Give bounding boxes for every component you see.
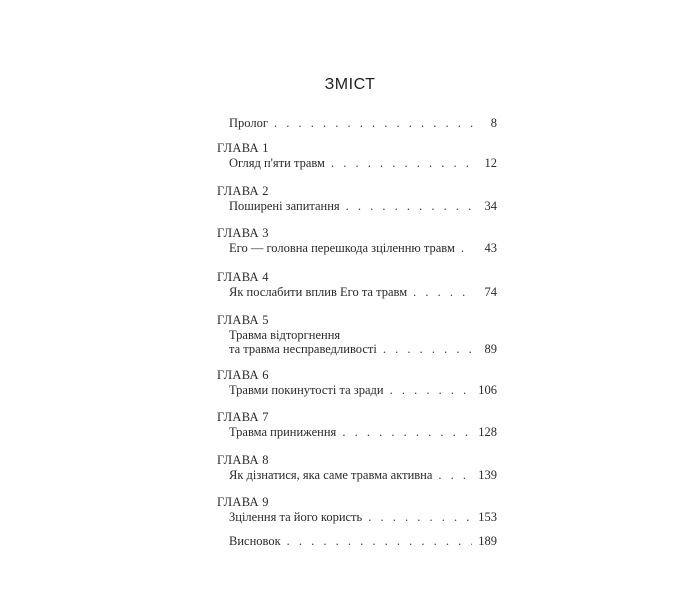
leader-dots [390, 383, 473, 398]
toc-entry-chapter-9 [229, 510, 497, 525]
leader-dots [287, 534, 473, 549]
leader-dots [413, 285, 473, 300]
entry-title: та травма несправедливості [229, 342, 377, 356]
entry-title: Як послабити вплив Его та травм [229, 285, 408, 299]
toc-entry-chapter-7 [229, 425, 497, 440]
toc-entry-prologue [229, 116, 497, 131]
chapter-label: ГЛАВА 2 [217, 184, 269, 198]
leader-dots [383, 342, 473, 357]
chapter-label: ГЛАВА 1 [217, 141, 269, 155]
leader-dots [368, 510, 472, 525]
entry-title: Зцілення та його користь [229, 510, 363, 524]
entry-page-number: 139 [478, 468, 497, 482]
toc-entry-chapter-6 [229, 383, 497, 398]
leader-dots [331, 156, 473, 171]
entry-page-number: 12 [484, 156, 497, 170]
page-title: ЗМІСТ [324, 76, 376, 93]
toc-entry-chapter-2 [229, 199, 497, 214]
entry-title: Як дізнатися, яка саме травма активна [229, 468, 433, 482]
entry-page-number: 128 [478, 425, 497, 439]
entry-title: Травми покинутості та зради [229, 383, 384, 397]
entry-page-number: 153 [478, 510, 497, 524]
entry-title: Травма приниження [229, 425, 337, 439]
chapter-label: ГЛАВА 9 [217, 495, 269, 509]
entry-page-number: 106 [478, 383, 497, 397]
leader-dots [438, 468, 472, 483]
entry-title: Огляд п'яти травм [229, 156, 325, 170]
entry-page-number: 89 [484, 342, 497, 356]
leader-dots [274, 116, 473, 131]
chapter-label: ГЛАВА 4 [217, 270, 269, 284]
chapter-label: ГЛАВА 8 [217, 453, 269, 467]
toc-entry-chapter-3 [229, 241, 497, 256]
entry-page-number: 43 [484, 241, 497, 255]
entry-title-line-1: Травма відторгнення [229, 328, 341, 342]
entry-page-number: 189 [478, 534, 497, 548]
entry-title: Его — головна перешкода зціленню травм [229, 241, 455, 255]
toc-entry-chapter-8 [229, 468, 497, 483]
entry-title: Висновок [229, 534, 281, 548]
leader-dots [342, 425, 472, 440]
leader-dots [461, 241, 473, 256]
entry-title: Поширені запитання [229, 199, 340, 213]
chapter-label: ГЛАВА 7 [217, 410, 269, 424]
toc-entry-chapter-1 [229, 156, 497, 171]
entry-page-number: 34 [484, 199, 497, 213]
entry-page-number: 74 [484, 285, 497, 299]
chapter-label: ГЛАВА 6 [217, 368, 269, 382]
chapter-label: ГЛАВА 5 [217, 313, 269, 327]
toc-entry-conclusion [229, 534, 497, 549]
entry-page-number: 8 [490, 116, 497, 130]
entry-title: Пролог [229, 116, 268, 130]
leader-dots [346, 199, 473, 214]
toc-entry-chapter-5 [229, 342, 497, 357]
toc-entry-chapter-4 [229, 285, 497, 300]
chapter-label: ГЛАВА 3 [217, 226, 269, 240]
